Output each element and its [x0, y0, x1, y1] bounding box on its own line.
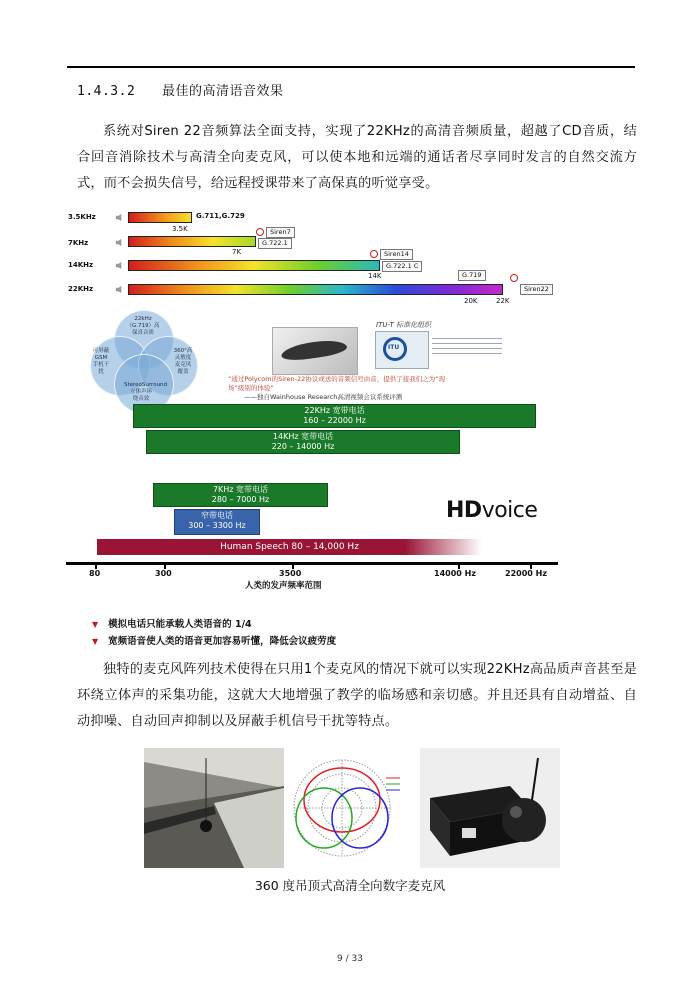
axis-title: 人类的发声频率范围 — [245, 581, 322, 591]
itu-logo-text: ITU — [388, 344, 400, 351]
axis-tick — [95, 562, 97, 569]
codec-bar-3-5khz — [128, 212, 192, 223]
bandwidth-label: 7K — [232, 248, 242, 256]
codec-box: G.719 — [458, 270, 486, 281]
section-heading — [77, 80, 283, 99]
quote-text: “通过Polycom的Siren-22协议或送的音频信号由音，提供了接我们之为“现场”级别的体验” — [228, 375, 446, 392]
axis-tick-label: 14000 Hz — [434, 569, 476, 578]
freq-bar-name: 22KHz 宽带电话 — [304, 406, 365, 415]
freq-bar-name: 14KHz 宽带电话 — [272, 432, 334, 441]
triangle-down-icon: ▼ — [92, 620, 99, 629]
freq-bar-range: 220 – 14000 Hz — [271, 442, 335, 451]
axis-tick — [292, 562, 294, 569]
siren-box: Siren14 — [380, 249, 413, 260]
freq-bar-name: 7KHz 宽带电话 — [212, 485, 269, 494]
freq-bar-narrowband — [174, 509, 260, 535]
siren-box: Siren7 — [266, 227, 295, 238]
codec-row-label: 22KHz — [68, 285, 94, 293]
speaker-icon — [115, 285, 124, 294]
axis-tick — [530, 562, 532, 569]
venn-label: 可屏蔽 GSM 手机干 扰 — [92, 348, 110, 375]
bullet-item — [92, 616, 252, 630]
header-rule — [67, 66, 635, 68]
axis-tick-label: 22000 Hz — [505, 569, 547, 578]
voice-text: voice — [481, 498, 538, 523]
itu-text-lines — [432, 338, 502, 358]
codec-box: G.722.1 C — [382, 261, 422, 272]
hdvoice-logo — [446, 498, 537, 523]
hd-text: HD — [446, 498, 482, 523]
bullet-text: 宽频语音使人类的语音更加容易听懂，降低会议疲劳度 — [108, 636, 337, 647]
section-number: 1.4.3.2 — [77, 84, 136, 99]
freq-bar-range: 300 – 3300 Hz — [188, 521, 246, 530]
freq-bar-name: 窄带电话 — [201, 511, 233, 520]
polycom-icon — [370, 250, 378, 258]
codec-bandwidth-chart — [68, 208, 568, 308]
axis-tick-label: 3500 — [279, 569, 302, 578]
freq-bar-22khz — [133, 404, 536, 428]
codec-box: G.722.1 — [258, 238, 292, 249]
polycom-device-image — [272, 327, 358, 375]
axis-tick — [458, 562, 460, 569]
codec-row-label: 14KHz — [68, 261, 94, 269]
itu-logo — [375, 331, 429, 369]
section-title: 最佳的高清语音效果 — [161, 84, 284, 99]
speaker-icon — [115, 261, 124, 270]
bandwidth-label: 3.5K — [172, 225, 188, 233]
freq-bar-7khz — [153, 483, 328, 507]
axis-tick-label: 300 — [155, 569, 172, 578]
venn-label: 22kHz （G.719）高 保真音质 — [126, 316, 160, 336]
speaker-icon — [115, 213, 124, 222]
axis-tick-label: 80 — [89, 569, 101, 578]
polycom-icon — [510, 274, 518, 282]
bullet-text: 模拟电话只能承载人类语音的 1/4 — [108, 619, 252, 630]
siren-box: Siren22 — [520, 284, 553, 295]
review-quote — [228, 375, 453, 402]
venn-label: 360°高 灵敏度 麦克风 覆盖 — [173, 348, 193, 375]
axis-tick — [164, 562, 166, 569]
codec-row-label: 3.5KHz — [68, 213, 96, 221]
freq-bar-range: 160 – 22000 Hz — [303, 416, 366, 425]
bandwidth-label: 22K — [496, 297, 510, 305]
human-speech-bar: Human Speech 80 – 14,000 Hz — [97, 539, 482, 555]
freq-bar-range: 280 – 7000 Hz — [211, 495, 270, 504]
triangle-down-icon: ▼ — [92, 637, 99, 646]
quote-source: ——独自Wainhouse Research高清视频会议系统评测 — [244, 393, 403, 401]
codec-bar-7khz — [128, 236, 256, 247]
codec-row-label: 7KHz — [68, 239, 89, 247]
microphone-hub-photo — [420, 748, 560, 868]
polycom-icon — [256, 228, 264, 236]
venn-label: StereoSurround 立体声环 绕音效 — [124, 382, 168, 402]
freq-axis — [66, 562, 558, 565]
codec-label: G.711,G.729 — [196, 212, 245, 220]
paragraph-siren22: 系统对Siren 22音频算法全面支持，实现了22KHz的高清音频质量，超越了CD音质，结合回音消除技术与高清全向麦克风，可以使本地和远端的通话者尽享同时发言的自然交流方式，而不会损失信号，给远程授课带来了高保真的听觉享受。 — [77, 124, 637, 191]
freq-bar-14khz — [146, 430, 460, 454]
figure-caption: 360 度吊顶式高清全向数字麦克风 — [254, 878, 446, 893]
ceiling-microphone-photo — [144, 748, 284, 868]
codec-bar-22khz — [128, 284, 503, 295]
itu-caption: ITU-T 标准化组织 — [376, 321, 431, 329]
polar-pattern-diagram — [290, 748, 414, 868]
speaker-icon — [115, 238, 124, 247]
page-number: 9 / 33 — [337, 954, 363, 964]
codec-bar-14khz — [128, 260, 380, 271]
paragraph-mic-array: 独特的麦克风阵列技术使得在只用1个麦克风的情况下就可以实现22KHz高品质声音甚至是环绕立体声的采集功能，这就大大地增强了教学的临场感和亲切感。并且还具有自动增益、自动抑噪、自动回声抑制以及屏蔽手机信号干扰等特点。 — [77, 662, 637, 729]
bandwidth-label: 20K — [464, 297, 478, 305]
bandwidth-label: 14K — [368, 272, 382, 280]
feature-venn-diagram — [78, 310, 208, 410]
bullet-item — [92, 633, 336, 647]
